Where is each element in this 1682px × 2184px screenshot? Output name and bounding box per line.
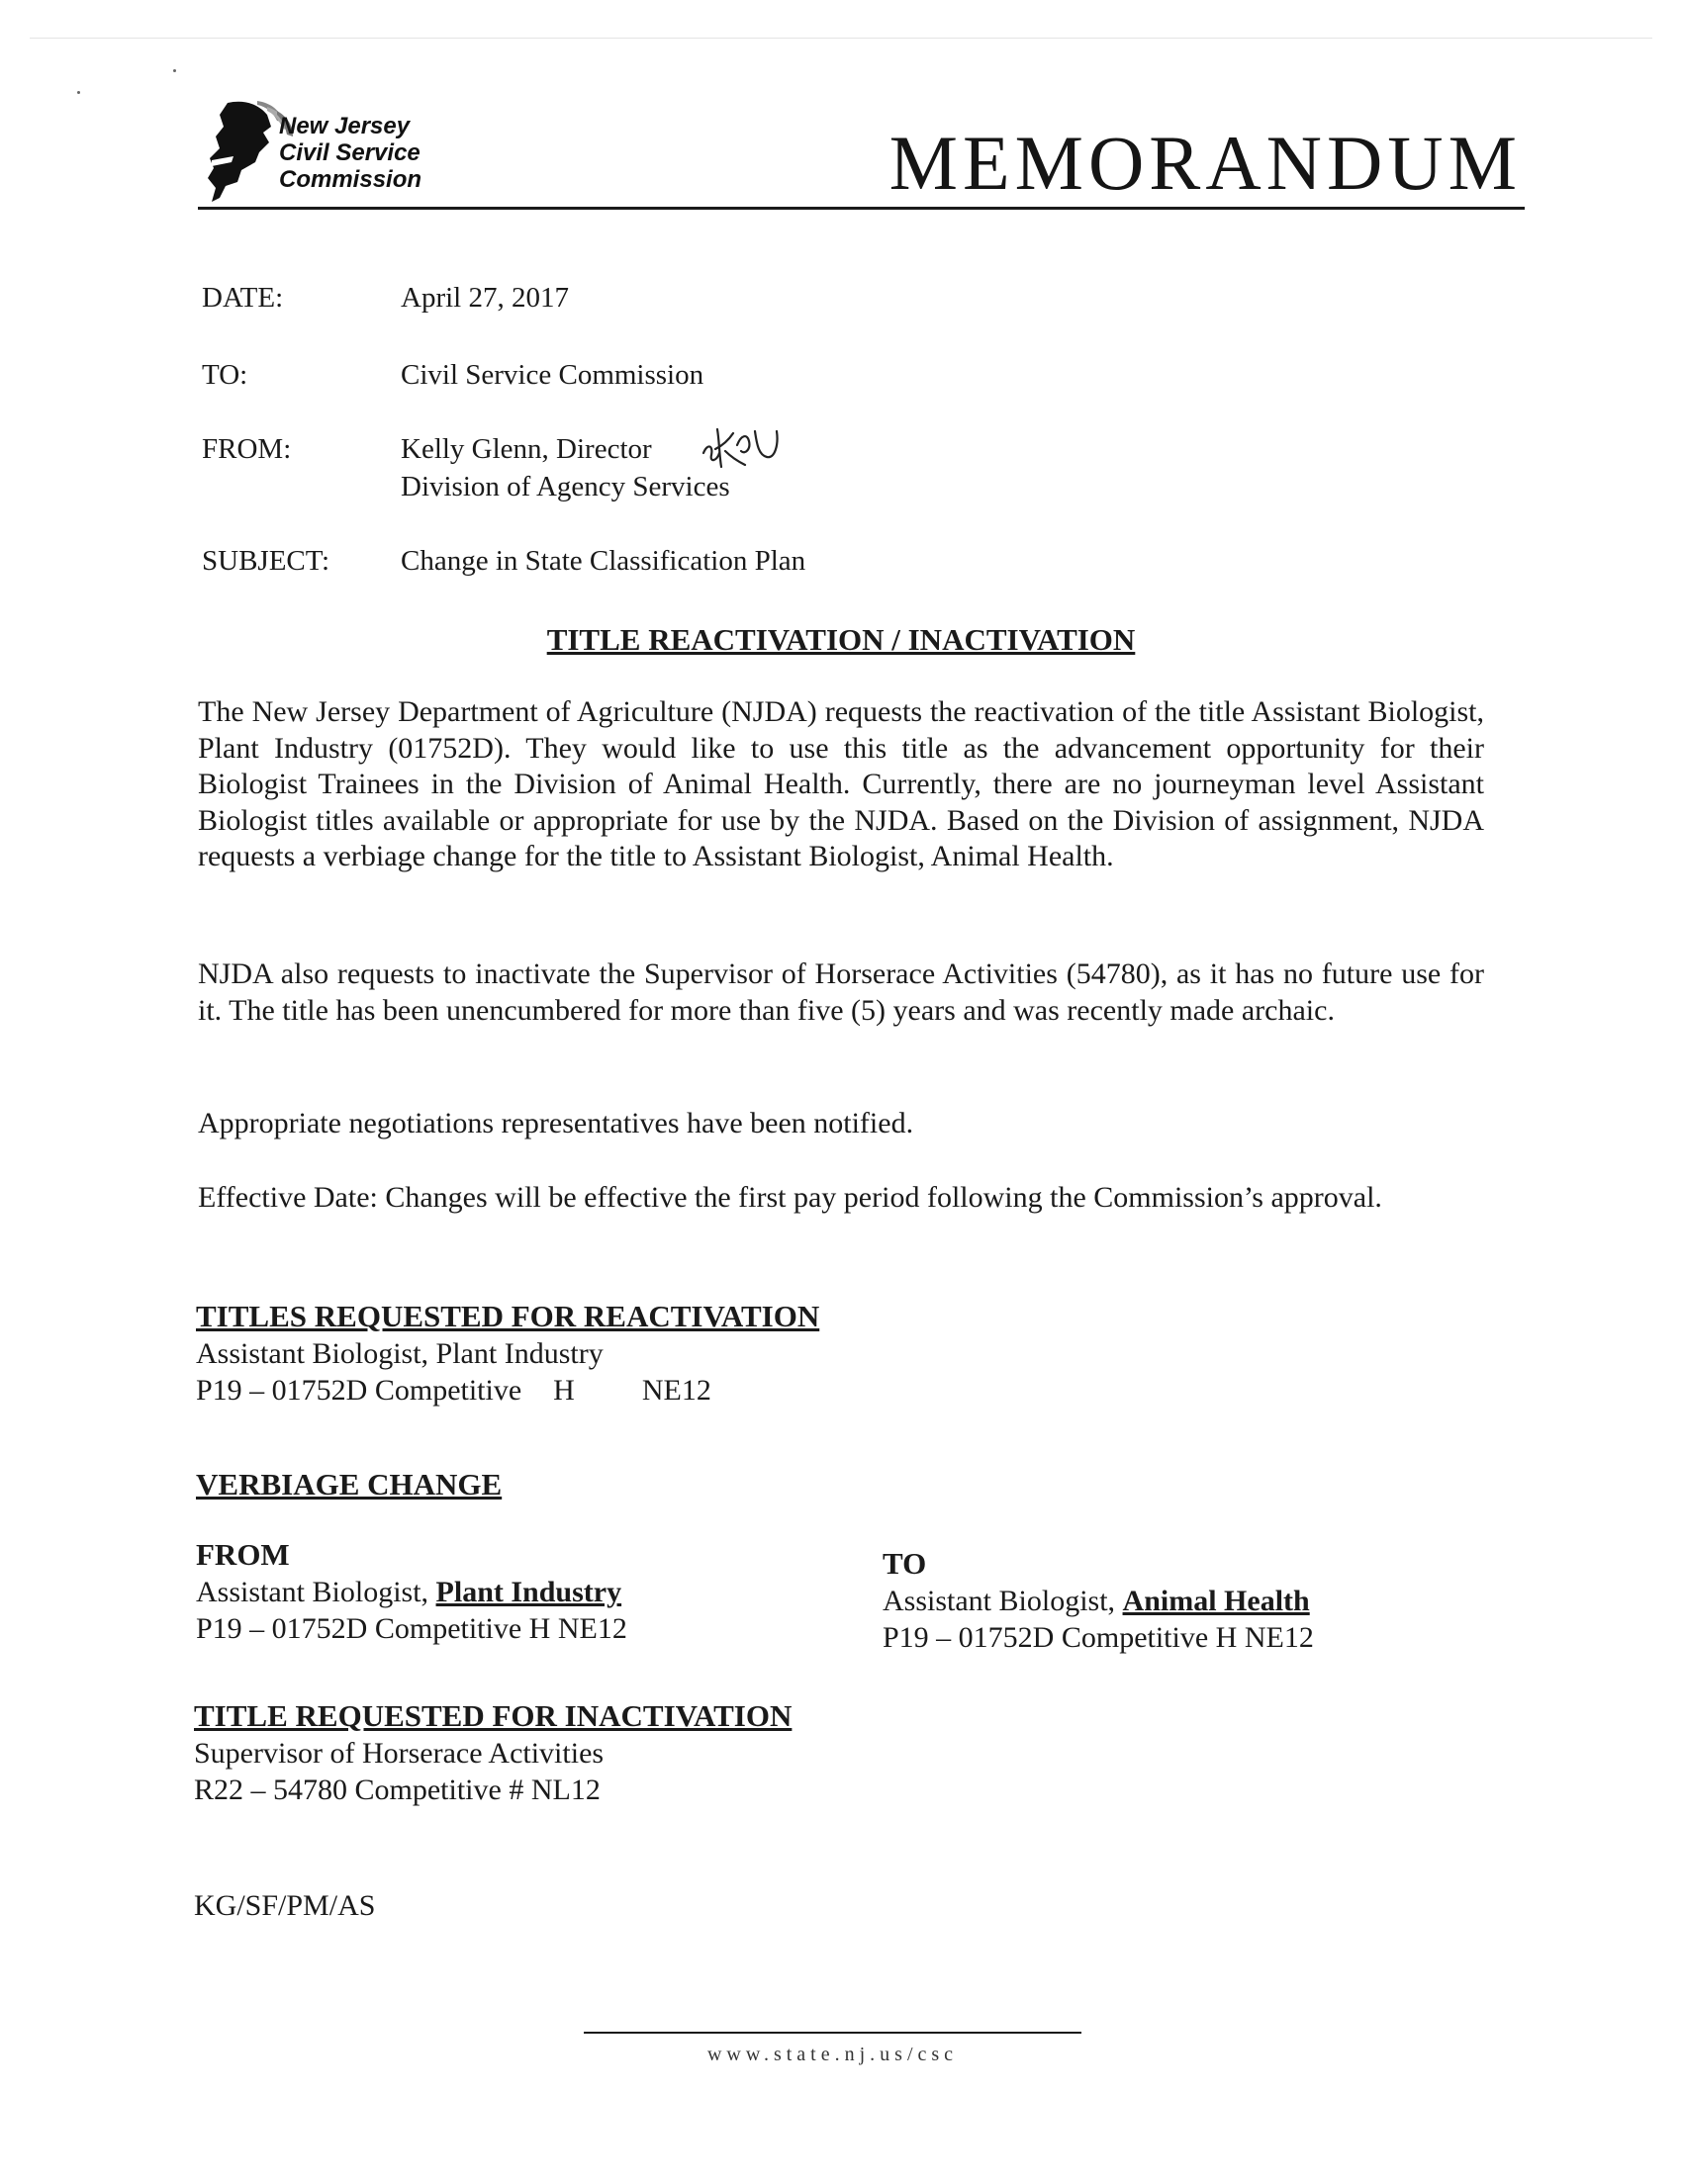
reactivation-code-unit: NE12	[641, 1374, 711, 1407]
inactivation-heading: TITLE REQUESTED FOR INACTIVATION	[194, 1698, 793, 1733]
verbiage-from-code: P19 – 01752D Competitive H NE12	[196, 1612, 627, 1645]
date-label: DATE:	[202, 282, 284, 314]
header-rule	[198, 207, 1525, 210]
verbiage-to-code: P19 – 01752D Competitive H NE12	[883, 1621, 1314, 1654]
from-value-name: Kelly Glenn, Director	[401, 433, 652, 465]
scan-speck	[173, 69, 176, 72]
verbiage-to-title	[883, 1583, 1310, 1619]
body-paragraph: NJDA also requests to inactivate the Supervisor of Horserace Activities (54780), as it has no future use for it. The title has been unencumbered for more than five (5) years and was recently made archaic.	[198, 957, 1484, 1027]
subject-value: Change in State Classification Plan	[401, 545, 806, 577]
logo-line-1: New Jersey	[279, 113, 411, 139]
verbiage-from-label: FROM	[196, 1537, 290, 1572]
verbiage-to-label: TO	[883, 1546, 927, 1581]
reactivation-heading: TITLES REQUESTED FOR REACTIVATION	[196, 1299, 820, 1333]
reactivation-code-prefix: P19 – 01752D Competitive	[196, 1374, 522, 1407]
verbiage-to-title-emphasis: Animal Health	[1122, 1585, 1310, 1617]
to-value: Civil Service Commission	[401, 359, 704, 391]
footer-rule	[584, 2032, 1081, 2034]
logo-line-3: Commission	[279, 166, 422, 193]
to-label: TO:	[202, 359, 248, 391]
verbiage-heading: VERBIAGE CHANGE	[196, 1467, 503, 1502]
scan-speck	[77, 91, 80, 94]
logo-wordmark	[279, 113, 421, 193]
reactivation-code	[196, 1372, 711, 1409]
subject-label: SUBJECT:	[202, 545, 330, 577]
date-value: April 27, 2017	[401, 282, 569, 314]
logo-line-2: Civil Service	[279, 139, 420, 166]
reactivation-title: Assistant Biologist, Plant Industry	[196, 1337, 604, 1370]
verbiage-to-title-prefix: Assistant Biologist,	[883, 1585, 1123, 1617]
author-initials: KG/SF/PM/AS	[194, 1889, 376, 1922]
reactivation-code-class: H	[553, 1374, 575, 1407]
verbiage-from-title	[196, 1574, 621, 1610]
memorandum-title: MEMORANDUM	[888, 120, 1522, 206]
section-heading: TITLE REACTIVATION / INACTIVATION	[546, 622, 1136, 657]
body-paragraph: Appropriate negotiations representatives have been notified.	[198, 1107, 914, 1139]
handwritten-initials-signature	[698, 415, 787, 475]
inactivation-title: Supervisor of Horserace Activities	[194, 1737, 605, 1770]
from-label: FROM:	[202, 433, 292, 465]
body-paragraph: Effective Date: Changes will be effective the first pay period following the Commission’s approval.	[198, 1181, 1382, 1214]
verbiage-from-title-emphasis: Plant Industry	[435, 1576, 622, 1608]
scan-edge-line	[30, 38, 1652, 39]
verbiage-from-title-prefix: Assistant Biologist,	[196, 1576, 436, 1608]
footer-url: www.state.nj.us/csc	[706, 2044, 959, 2065]
body-paragraph: The New Jersey Department of Agriculture (NJDA) requests the reactivation of the title Assistant Biologist, Plant Industry (01752D). They would like to use this title as the advancement opportunity for their Biologist Trainees in the Division of Animal Health. Currently, there are no journeyman level Assistant Biologist titles available or appropriate for use by the NJDA. Based on the Division of assignment, NJDA requests a verbiage change for the title to Assistant Biologist, Animal Health.	[198, 695, 1484, 872]
inactivation-code: R22 – 54780 Competitive # NL12	[194, 1774, 601, 1806]
from-value-division: Division of Agency Services	[401, 471, 730, 502]
